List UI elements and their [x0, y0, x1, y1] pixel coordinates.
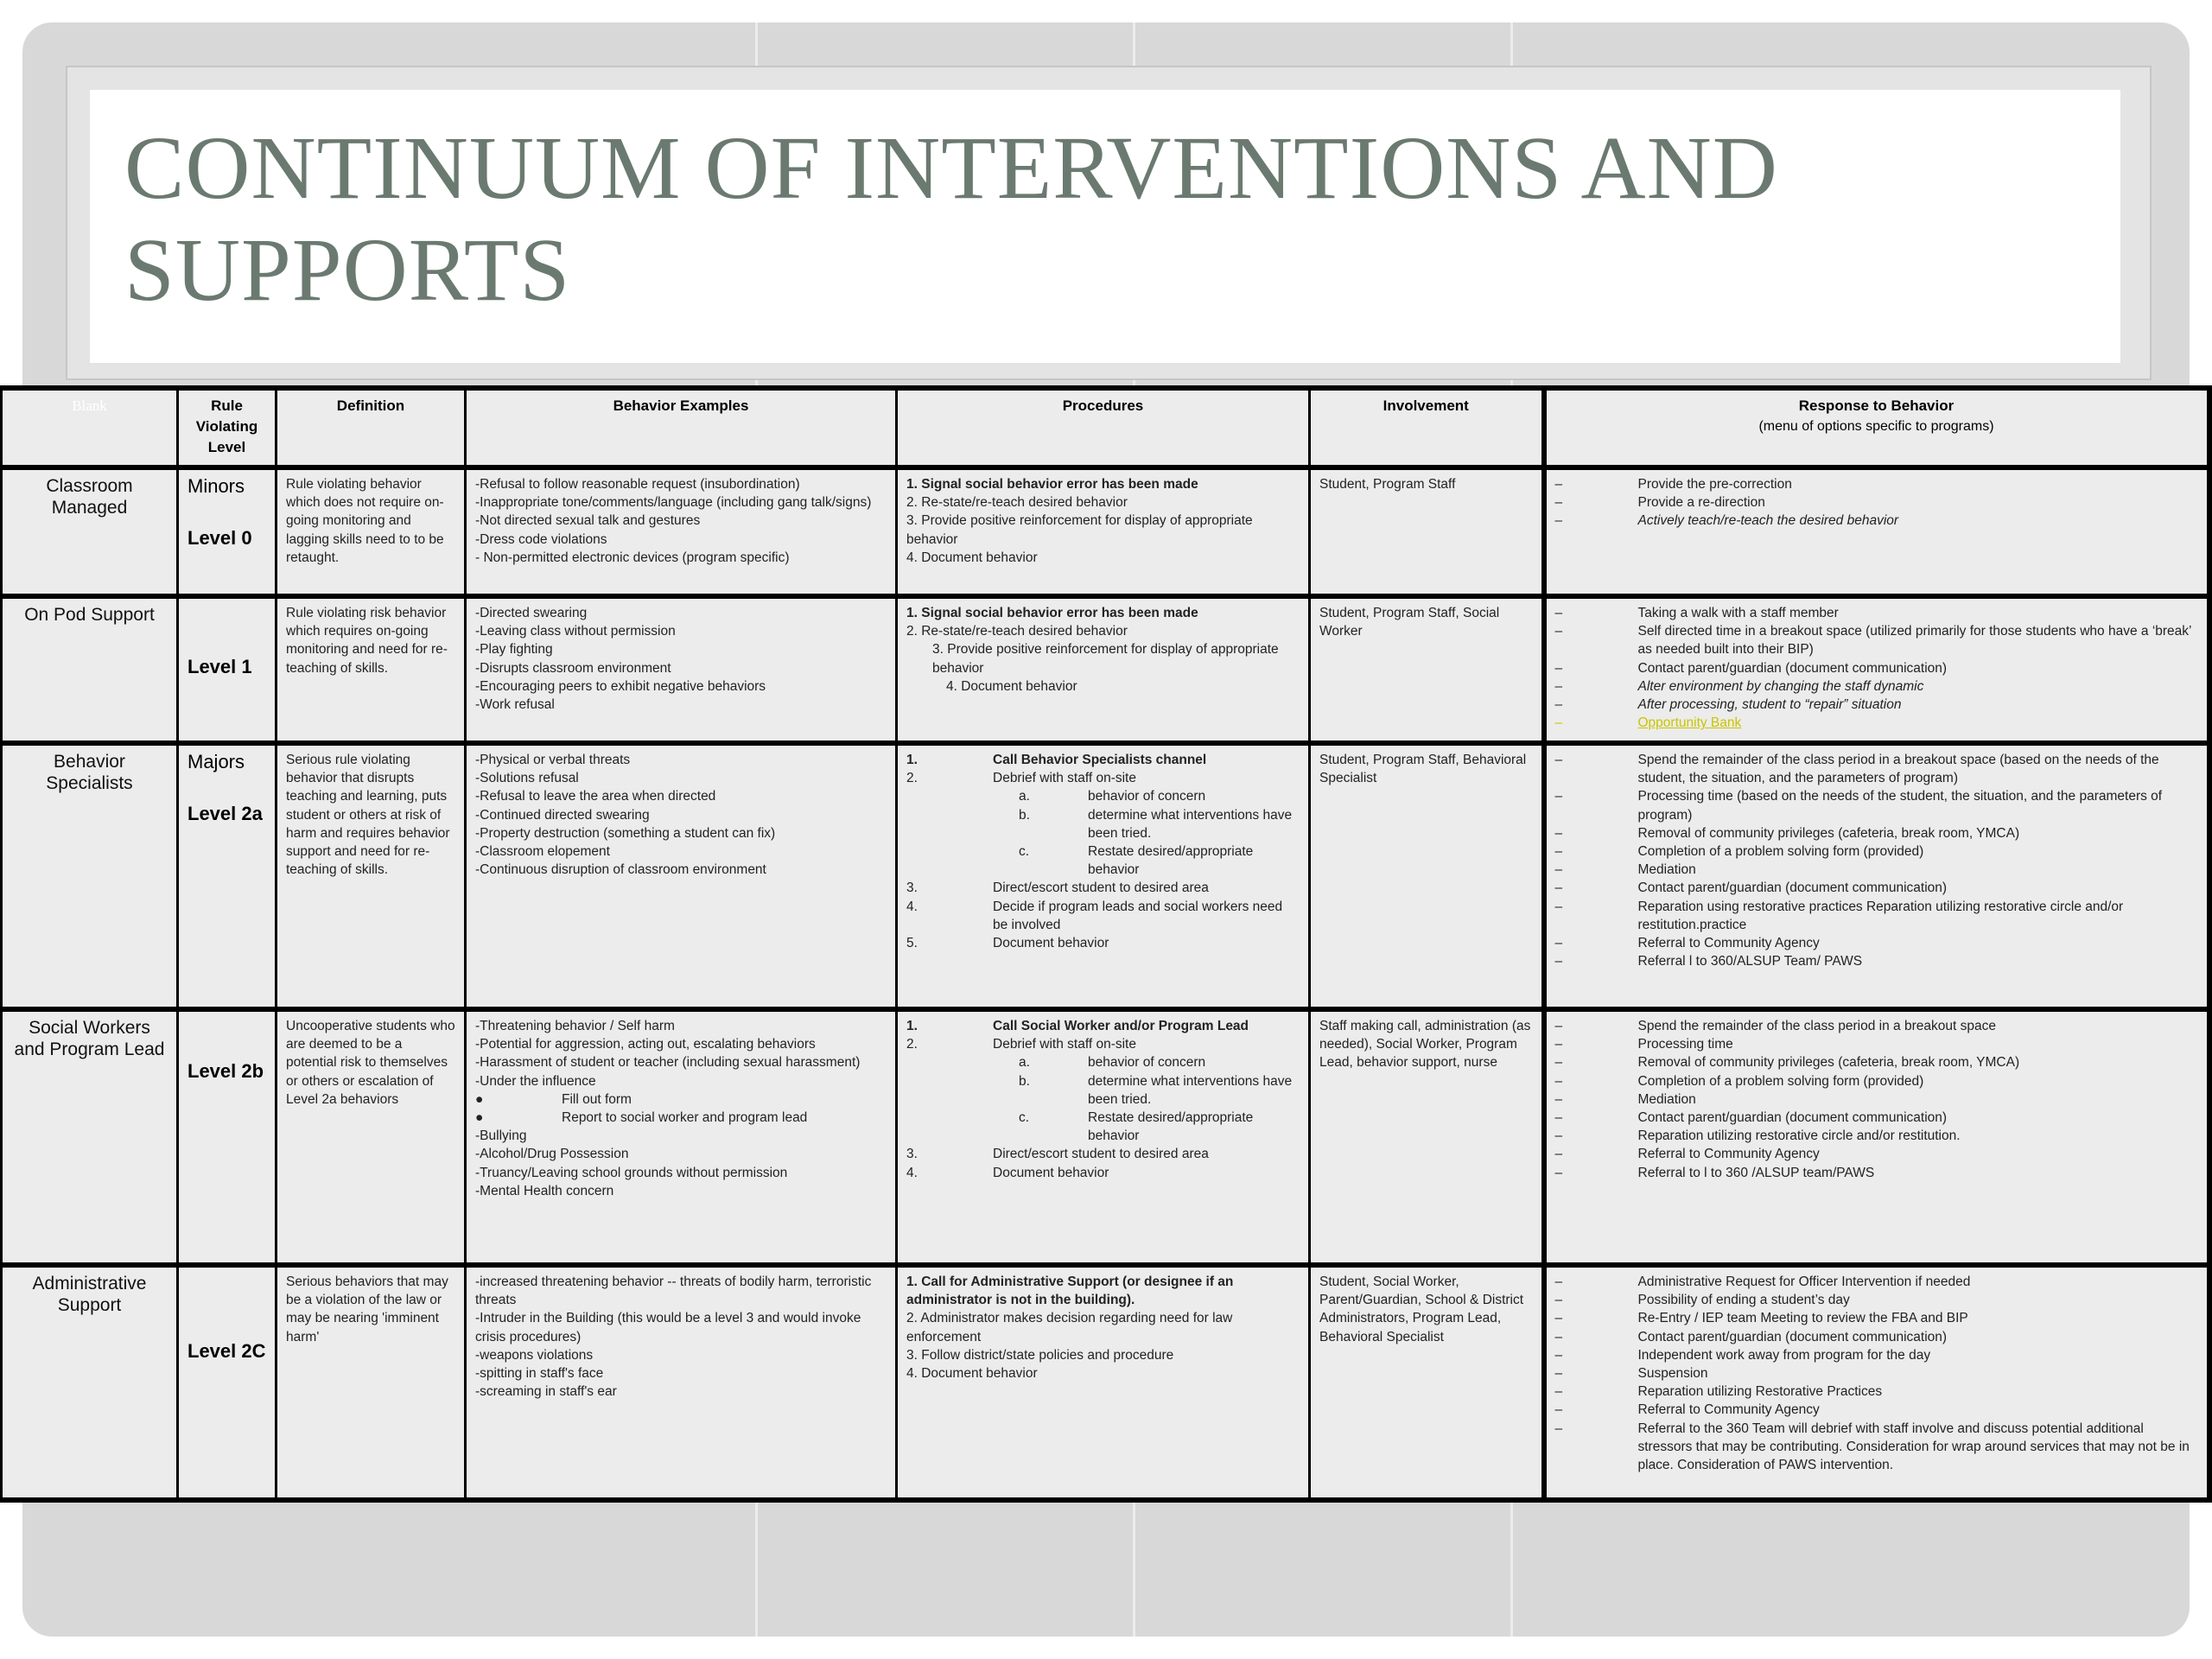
row-response	[1544, 467, 2209, 596]
procedure-item: 3. Direct/escort student to desired area	[906, 880, 1209, 896]
header-response-title: Response to Behavior	[1798, 397, 1955, 414]
response-item: – Processing time (based on the needs of the student, the situation, and the parameters of program)	[1555, 787, 2198, 823]
procedure-item: 2. Debrief with staff on-site	[906, 771, 1136, 786]
example-item: -weapons violations	[475, 1347, 594, 1363]
row-procedures	[897, 743, 1310, 1009]
procedure-subitem: b. determine what interventions have been tried.	[1019, 1073, 1293, 1107]
example-item: -Intruder in the Building (this would be a level 3 and would invoke crisis procedures)	[475, 1311, 861, 1344]
header-definition: Definition	[276, 388, 466, 467]
example-bullet: ● Fill out form	[475, 1091, 632, 1107]
procedure-subitem: b. determine what interventions have been tried.	[1019, 807, 1293, 841]
example-item: -Mental Health concern	[475, 1183, 614, 1198]
row-procedures	[897, 1265, 1310, 1500]
row-response	[1544, 596, 2209, 743]
row-level-cell	[178, 467, 276, 596]
response-item: – Reparation utilizing restorative circle and/or restitution.	[1555, 1127, 2198, 1145]
procedure-subitem: c. Restate desired/appropriate behavior	[1019, 1110, 1254, 1144]
row-level-label: Level 1	[188, 656, 252, 677]
row-response	[1544, 1009, 2209, 1265]
row-category: Administrative Support	[2, 1265, 178, 1500]
example-item: -increased threatening behavior -- threats of bodily harm, terroristic threats	[475, 1274, 872, 1308]
procedure-item: 3. Direct/escort student to desired area	[906, 1147, 1209, 1162]
response-item: – Completion of a problem solving form (provided)	[1555, 1072, 2198, 1090]
response-item: – Spend the remainder of the class period in a breakout space	[1555, 1017, 2198, 1035]
procedure-item: 1. Signal social behavior error has been made	[906, 477, 1198, 492]
row-response	[1544, 743, 2209, 1009]
row-level-group: Minors	[188, 475, 245, 497]
opportunity-bank-link[interactable]: – Opportunity Bank	[1555, 714, 2198, 732]
procedure-item: 4. Document behavior	[906, 550, 1038, 565]
response-item: – Processing time	[1555, 1035, 2198, 1053]
row-response	[1544, 1265, 2209, 1500]
example-item: -Physical or verbal threats	[475, 753, 631, 767]
header-involvement: Involvement	[1310, 388, 1544, 467]
row-level-cell	[178, 596, 276, 743]
response-item: – Removal of community privileges (cafeteria, break room, YMCA)	[1555, 1053, 2198, 1071]
response-item: – Provide the pre-correction	[1555, 475, 2198, 493]
row-examples	[466, 1265, 897, 1500]
response-item: – Self directed time in a breakout space (utilized primarily for those students who have a ‘break’ as needed built into their BIP)	[1555, 622, 2198, 658]
response-item: – Contact parent/guardian (document communication)	[1555, 1109, 2198, 1127]
row-definition: Serious behaviors that may be a violation of the law or may be nearing 'imminent harm'	[276, 1265, 466, 1500]
example-item: -Refusal to follow reasonable request (insubordination)	[475, 477, 800, 492]
row-examples	[466, 743, 897, 1009]
example-item: -Continued directed swearing	[475, 807, 650, 823]
example-item: -Truancy/Leaving school grounds without permission	[475, 1165, 788, 1180]
response-item: – Contact parent/guardian (document communication)	[1555, 879, 2198, 897]
example-item: - Non-permitted electronic devices (program specific)	[475, 550, 790, 565]
example-bullet: ● Report to social worker and program lead	[475, 1110, 808, 1126]
row-level-label: Level 2a	[188, 803, 263, 824]
row-level-group: Majors	[188, 751, 245, 772]
response-item: – Contact parent/guardian (document communication)	[1555, 659, 2198, 677]
procedure-subitem: c. Restate desired/appropriate behavior	[1019, 844, 1254, 878]
row-definition: Uncooperative students who are deemed to be a potential risk to themselves or others or escalation of Level 2a behaviors	[276, 1009, 466, 1265]
table-row	[2, 1265, 2209, 1500]
procedure-item: 3. Follow district/state policies and procedure	[906, 1347, 1174, 1363]
row-level-cell	[178, 743, 276, 1009]
table-row	[2, 467, 2209, 596]
procedure-subitem: a. behavior of concern	[1019, 1055, 1206, 1071]
example-item: -Disrupts classroom environment	[475, 660, 671, 676]
response-item: – Referral to the 360 Team will debrief with staff involve and discuss potential additional stressors that may be contributing. Consideration for wrap around services that may not be in place. Consideration of PAWS intervention.	[1555, 1420, 2198, 1475]
row-procedures	[897, 596, 1310, 743]
row-involvement: Student, Program Staff, Behavioral Specialist	[1310, 743, 1544, 1009]
response-item: – Referral to l to 360 /ALSUP team/PAWS	[1555, 1164, 2198, 1182]
row-involvement: Staff making call, administration (as needed), Social Worker, Program Lead, behavior support, nurse	[1310, 1009, 1544, 1265]
example-item: -spitting in staff's face	[475, 1366, 604, 1382]
response-item: – Administrative Request for Officer Intervention if needed	[1555, 1273, 2198, 1291]
row-involvement: Student, Social Worker, Parent/Guardian, School & District Administrators, Program Lead, Behavioral Specialist	[1310, 1265, 1544, 1500]
row-involvement: Student, Program Staff	[1310, 467, 1544, 596]
example-item: -Work refusal	[475, 697, 555, 713]
header-response	[1544, 388, 2209, 467]
example-item: -Threatening behavior / Self harm	[475, 1019, 675, 1033]
example-item: -screaming in staff's ear	[475, 1384, 617, 1400]
row-level-cell	[178, 1265, 276, 1500]
procedure-subitem: a. behavior of concern	[1019, 789, 1206, 804]
procedure-item: 4. Decide if program leads and social workers need be involved	[906, 899, 1283, 932]
response-item: – Referral l to 360/ALSUP Team/ PAWS	[1555, 952, 2198, 970]
example-item: -Alcohol/Drug Possession	[475, 1147, 629, 1162]
response-item: – Spend the remainder of the class period in a breakout space (based on the needs of the student, the situation, and the parameters of program)	[1555, 751, 2198, 787]
row-examples	[466, 596, 897, 743]
procedure-item: 4. Document behavior	[906, 1165, 1109, 1180]
header-procedures: Procedures	[897, 388, 1310, 467]
row-category: On Pod Support	[2, 596, 178, 743]
procedure-item: 5. Document behavior	[906, 936, 1109, 951]
procedure-item: 3. Provide positive reinforcement for display of appropriate behavior	[906, 513, 1253, 547]
example-item: -Encouraging peers to exhibit negative behaviors	[475, 678, 766, 694]
row-level-label: Level 2C	[188, 1340, 266, 1362]
procedure-item: 1. Call Behavior Specialists channel	[906, 753, 1207, 767]
response-item: – Alter environment by changing the staff dynamic	[1555, 677, 2198, 696]
row-examples	[466, 1009, 897, 1265]
row-definition: Rule violating risk behavior which requires on-going monitoring and need for re-teaching of skills.	[276, 596, 466, 743]
example-item: -Not directed sexual talk and gestures	[475, 513, 701, 529]
response-item: – Referral to Community Agency	[1555, 934, 2198, 952]
header-rule-level: Rule Violating Level	[178, 388, 276, 467]
response-item: – Mediation	[1555, 1090, 2198, 1109]
example-item: -Play fighting	[475, 642, 553, 658]
example-item: -Dress code violations	[475, 531, 607, 547]
example-item: -Classroom elopement	[475, 844, 610, 860]
row-category: Behavior Specialists	[2, 743, 178, 1009]
header-behavior-examples: Behavior Examples	[466, 388, 897, 467]
row-level-label: Level 2b	[188, 1060, 264, 1082]
response-item: – Possibility of ending a student’s day	[1555, 1291, 2198, 1309]
example-item: -Harassment of student or teacher (including sexual harassment)	[475, 1055, 861, 1071]
procedure-item: 2. Administrator makes decision regarding need for law enforcement	[906, 1311, 1233, 1344]
response-item: – Independent work away from program for the day	[1555, 1346, 2198, 1364]
example-item: -Property destruction (something a student can fix)	[475, 825, 776, 841]
example-item: -Directed swearing	[475, 606, 588, 620]
row-definition: Rule violating behavior which does not require on-going monitoring and lagging skills need to to be retaught.	[276, 467, 466, 596]
response-item: – Removal of community privileges (cafeteria, break room, YMCA)	[1555, 824, 2198, 842]
example-item: -Continuous disruption of classroom environment	[475, 862, 766, 878]
response-item: – Contact parent/guardian (document communication)	[1555, 1328, 2198, 1346]
procedure-item: 1. Signal social behavior error has been made	[906, 606, 1198, 620]
response-item: – Provide a re-direction	[1555, 493, 2198, 512]
procedure-item: 2. Re-state/re-teach desired behavior	[906, 624, 1128, 639]
response-item: – Reparation utilizing Restorative Practices	[1555, 1382, 2198, 1401]
row-level-label: Level 0	[188, 527, 252, 549]
row-category: Classroom Managed	[2, 467, 178, 596]
example-item: -Refusal to leave the area when directed	[475, 789, 716, 804]
row-level-cell	[178, 1009, 276, 1265]
example-item: -Leaving class without permission	[475, 624, 676, 639]
response-item: – Actively teach/re-teach the desired behavior	[1555, 512, 2198, 530]
example-item: -Potential for aggression, acting out, escalating behaviors	[475, 1037, 816, 1052]
table-row	[2, 1009, 2209, 1265]
response-item: – Referral to Community Agency	[1555, 1401, 2198, 1419]
procedure-item: 3. Provide positive reinforcement for display of appropriate behavior	[932, 642, 1279, 676]
row-definition: Serious rule violating behavior that disrupts teaching and learning, puts student or others at risk of harm and requires behavior support and need for re-teaching of skills.	[276, 743, 466, 1009]
procedure-item: 4. Document behavior	[946, 678, 1077, 694]
procedure-item: 4. Document behavior	[906, 1366, 1038, 1382]
table-row	[2, 596, 2209, 743]
procedure-item: 1. Call for Administrative Support (or designee if an administrator is not in the building).	[906, 1274, 1234, 1308]
response-item: – Suspension	[1555, 1364, 2198, 1382]
response-item: – Referral to Community Agency	[1555, 1145, 2198, 1163]
interventions-table	[0, 385, 2212, 1503]
procedure-item: 1. Call Social Worker and/or Program Lead	[906, 1019, 1249, 1033]
table-row	[2, 743, 2209, 1009]
header-blank: Blank	[2, 388, 178, 467]
response-item: – After processing, student to “repair” situation	[1555, 696, 2198, 714]
response-item: – Taking a walk with a staff member	[1555, 604, 2198, 622]
example-item: -Bullying	[475, 1128, 527, 1144]
response-item: – Re-Entry / IEP team Meeting to review the FBA and BIP	[1555, 1309, 2198, 1327]
row-category: Social Workers and Program Lead	[2, 1009, 178, 1265]
row-procedures	[897, 467, 1310, 596]
slide-title: CONTINUUM OF INTERVENTIONS AND SUPPORTS	[124, 118, 1778, 320]
example-item: -Solutions refusal	[475, 771, 579, 786]
response-item: – Mediation	[1555, 861, 2198, 879]
example-item: -Inappropriate tone/comments/language (including gang talk/signs)	[475, 495, 872, 511]
procedure-item: 2. Re-state/re-teach desired behavior	[906, 495, 1128, 511]
header-response-subtitle: (menu of options specific to programs)	[1758, 419, 1994, 434]
row-procedures	[897, 1009, 1310, 1265]
row-examples	[466, 467, 897, 596]
response-item: – Reparation using restorative practices Reparation utilizing restorative circle and/or restitution.practice	[1555, 898, 2198, 934]
example-item: -Under the influence	[475, 1073, 596, 1089]
procedure-item: 2. Debrief with staff on-site	[906, 1037, 1136, 1052]
table-header-row	[2, 388, 2209, 467]
row-involvement: Student, Program Staff, Social Worker	[1310, 596, 1544, 743]
response-item: – Completion of a problem solving form (provided)	[1555, 842, 2198, 861]
